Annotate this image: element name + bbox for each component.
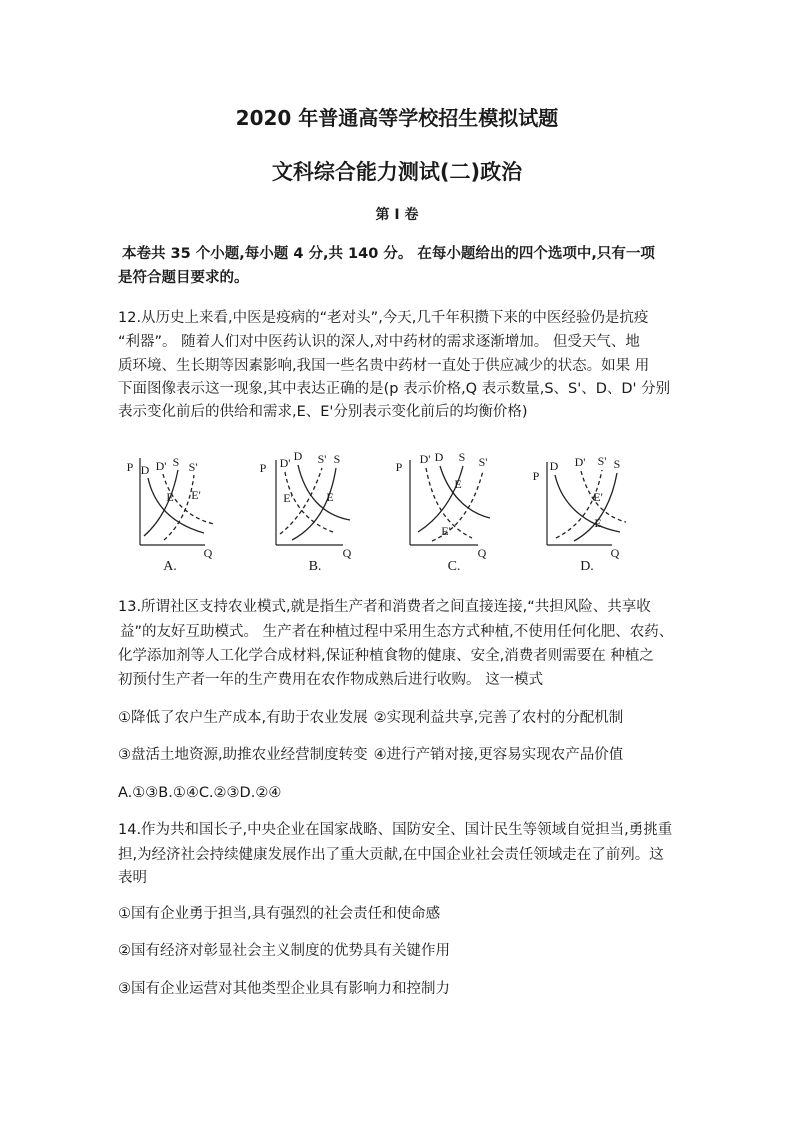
- figure-d-d2-label: D': [574, 455, 586, 469]
- figure-d-demand-curve: [555, 475, 620, 532]
- figure-c: [396, 450, 490, 574]
- figure-a-e-label: E: [166, 490, 174, 504]
- q12-text-line: 质环境、生长期等因素影响,我国一些名贵中药材一直处于供应减少的状态。如果 用: [118, 358, 650, 374]
- figure-c-caption: C.: [447, 559, 461, 574]
- figure-b-demand-curve: [298, 465, 350, 520]
- figure-a-d-label: D: [140, 463, 150, 477]
- figure-d-d-label: D: [549, 459, 559, 473]
- instructions-line: 本卷共 35 个小题,每小题 4 分,共 140 分。 在每小题给出的四个选项中,只有一项: [122, 246, 655, 262]
- q13-option: ②实现利益共享,完善了农村的分配机制: [373, 710, 624, 726]
- figure-b-e2-label: E': [283, 491, 293, 505]
- figure-a-d2-label: D': [155, 459, 167, 473]
- figure-c-s-label: S: [458, 450, 466, 464]
- figure-c-supply-curve: [418, 466, 463, 532]
- exam-title: 2020 年普通高等学校招生模拟试题: [235, 106, 559, 130]
- q14-text-line: 表明: [118, 870, 147, 886]
- figure-a-s-label: S: [172, 455, 180, 469]
- figure-a-s2-label: S': [188, 460, 198, 474]
- figure-b: [260, 449, 352, 574]
- figure-a-e2-label: E': [191, 488, 201, 502]
- figure-b-caption: B.: [308, 559, 322, 574]
- figure-c-d2-label: D': [419, 452, 431, 466]
- figure-d-supply-curve: [574, 473, 617, 541]
- q13-answer-choices: A.①③B.①④C.②③D.②④: [118, 785, 282, 801]
- figure-d-p-label: P: [532, 469, 540, 483]
- q13-option-row: [118, 708, 623, 728]
- figure-d-e-label: E: [594, 516, 602, 530]
- figure-b-d-label: D: [293, 449, 303, 463]
- figure-c-e2-label: E': [441, 524, 451, 538]
- figure-c-e-label: E: [454, 477, 462, 491]
- q13-option: ④进行产销对接,更容易实现农产品价值: [373, 747, 624, 763]
- q12-text-line: 12.从历史上来看,中医是疫病的“老对头”,今天,几千年积攒下来的中医经验仍是抗疫: [118, 310, 649, 326]
- q14-option: ①国有企业勇于担当,具有强烈的社会责任和使命感: [118, 906, 441, 922]
- q13-option: ①降低了农户生产成本,有助于农业发展: [118, 710, 368, 726]
- figure-a-demand-curve: [148, 478, 204, 533]
- figure-d-new-demand-curve: [581, 471, 626, 522]
- figure-c-d-label: D: [434, 450, 444, 464]
- figure-b-s2-label: S': [317, 452, 327, 466]
- figure-b-q-label: Q: [342, 546, 352, 560]
- instructions-line: 是符合题目要求的。: [118, 270, 249, 286]
- q13-text-line: 益”的友好互助模式。 生产者在种植过程中采用生态方式种植,不使用任何化肥、农药、: [120, 624, 674, 640]
- figure-d-s-label: S: [613, 457, 621, 471]
- section-heading: 第 I 卷: [375, 207, 419, 223]
- q12-figures: [100, 440, 660, 585]
- q13-text-line: 13.所谓社区支持农业模式,就是指生产者和消费者之间直接连接,“共担风险、共享收: [118, 599, 651, 615]
- figure-b-e-label: E: [326, 490, 334, 504]
- figure-b-supply-curve: [292, 468, 336, 540]
- figure-d-e2-label: E': [593, 490, 603, 504]
- figure-b-p-label: P: [259, 461, 267, 475]
- figure-a-caption: A.: [163, 559, 177, 574]
- figure-b-s-label: S: [333, 452, 341, 466]
- exam-subtitle: 文科综合能力测试(二)政治: [271, 160, 523, 184]
- q14-text-line: 担,为经济社会持续健康发展作出了重大贡献,在中国企业社会责任领域走在了前列。这: [118, 847, 664, 863]
- q13-text-line: 化学添加剂等人工化学合成材料,保证种植食物的健康、安全,消费者则需要在 种植之: [118, 648, 654, 664]
- figure-d-s2-label: S': [597, 454, 607, 468]
- figure-c-s2-label: S': [478, 455, 488, 469]
- q13-text-line: 初预付生产者一年的生产费用在农作物成熟后进行收购。 这一模式: [118, 672, 544, 688]
- q14-text-line: 14.作为共和国长子,中央企业在国家战略、国防安全、国计民生等领域自觉担当,勇挑重: [118, 822, 673, 838]
- q12-text-line: 表示变化前后的供给和需求,E、E'分别表示变化前后的均衡价格): [118, 404, 528, 420]
- q12-text-line: 下面图像表示这一现象,其中表达正确的是(p 表示价格,Q 表示数量,S、S'、D、D' 分别: [118, 381, 671, 397]
- q13-option-row: [118, 745, 623, 765]
- figure-a-new-supply-curve: [164, 475, 194, 540]
- figure-b-d2-label: D': [279, 456, 291, 470]
- figure-d-q-label: Q: [610, 546, 620, 560]
- q14-option: ②国有经济对彰显社会主义制度的优势具有关键作用: [118, 943, 450, 959]
- q12-text-line: “利器”。 随着人们对中医药认识的深人,对中药材的需求逐渐增加。 但受天气、地: [118, 334, 640, 350]
- figure-a-q-label: Q: [203, 546, 213, 560]
- figure-c-q-label: Q: [477, 546, 487, 560]
- figure-a: [127, 455, 214, 574]
- q13-option: ③盘活土地资源,助推农业经营制度转变: [118, 747, 368, 763]
- figure-a-p-label: P: [126, 460, 134, 474]
- figure-c-p-label: P: [395, 460, 403, 474]
- figure-d-caption: D.: [580, 559, 594, 574]
- q14-option: ③国有企业运营对其他类型企业具有影响力和控制力: [118, 981, 450, 997]
- figure-d: [533, 454, 626, 574]
